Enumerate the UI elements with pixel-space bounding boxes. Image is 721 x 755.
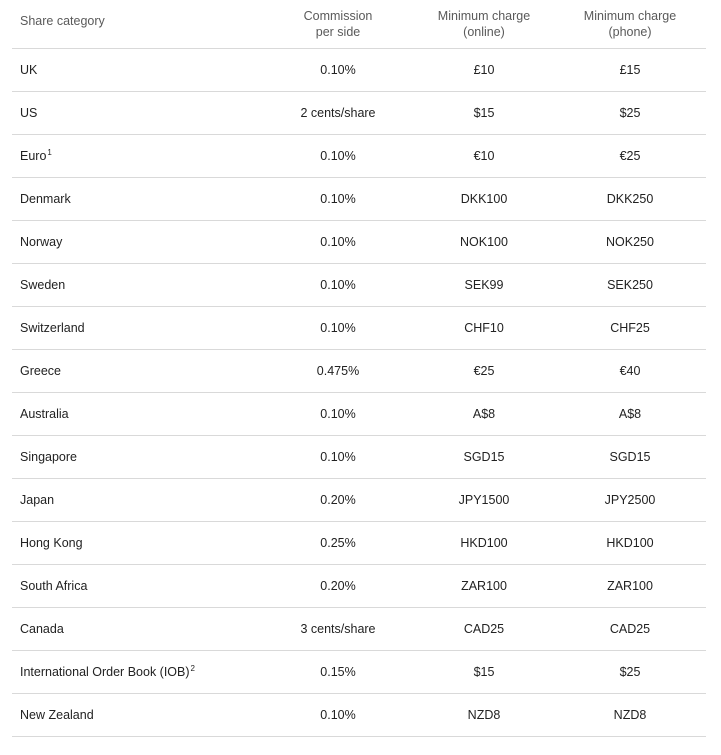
cell-share-category (12, 436, 262, 479)
commission-table-container (12, 0, 706, 737)
header-min-phone-line1: Minimum charge (583, 9, 677, 23)
table-row (12, 178, 706, 221)
table-row (12, 264, 706, 307)
share-category-label: Japan (20, 493, 55, 507)
cell-share-category (12, 49, 262, 92)
cell-min-online: SGD15 (414, 436, 554, 479)
share-category-label: Singapore (20, 450, 77, 464)
share-category-label: Euro (20, 149, 47, 163)
cell-share-category (12, 651, 262, 694)
cell-commission: 0.25% (262, 522, 414, 565)
cell-min-online: JPY1500 (414, 479, 554, 522)
footnote-marker: 1 (47, 147, 52, 157)
share-category-label: International Order Book (IOB) (20, 665, 190, 679)
table-row (12, 92, 706, 135)
cell-share-category (12, 608, 262, 651)
cell-commission: 3 cents/share (262, 608, 414, 651)
table-row (12, 651, 706, 694)
cell-min-phone: JPY2500 (554, 479, 706, 522)
cell-share-category (12, 92, 262, 135)
share-category-label: Sweden (20, 278, 66, 292)
cell-min-online: HKD100 (414, 522, 554, 565)
cell-min-online: €25 (414, 350, 554, 393)
cell-share-category (12, 393, 262, 436)
table-row (12, 436, 706, 479)
cell-min-phone: $25 (554, 651, 706, 694)
table-row (12, 479, 706, 522)
cell-share-category (12, 522, 262, 565)
share-category-label: UK (20, 63, 38, 77)
cell-min-phone: $25 (554, 92, 706, 135)
share-category-label: South Africa (20, 579, 88, 593)
table-row (12, 350, 706, 393)
cell-min-phone: CAD25 (554, 608, 706, 651)
cell-min-online: A$8 (414, 393, 554, 436)
table-row (12, 221, 706, 264)
cell-min-phone: €25 (554, 135, 706, 178)
header-commission (262, 0, 414, 49)
cell-min-phone: SGD15 (554, 436, 706, 479)
cell-min-phone: SEK250 (554, 264, 706, 307)
cell-commission: 0.10% (262, 393, 414, 436)
header-min-phone-line2: (phone) (608, 25, 652, 39)
footnote-marker: 2 (190, 663, 195, 673)
cell-min-online: SEK99 (414, 264, 554, 307)
cell-min-online: CAD25 (414, 608, 554, 651)
cell-min-phone: €40 (554, 350, 706, 393)
cell-commission: 0.15% (262, 651, 414, 694)
table-row (12, 307, 706, 350)
table-row (12, 694, 706, 737)
cell-min-online: CHF10 (414, 307, 554, 350)
header-min-online (414, 0, 554, 49)
cell-min-online: NZD8 (414, 694, 554, 737)
cell-min-phone: NOK250 (554, 221, 706, 264)
cell-min-online: DKK100 (414, 178, 554, 221)
cell-min-phone: NZD8 (554, 694, 706, 737)
share-category-label: Denmark (20, 192, 71, 206)
cell-commission: 0.10% (262, 307, 414, 350)
cell-commission: 0.20% (262, 479, 414, 522)
cell-share-category (12, 694, 262, 737)
commission-table (12, 0, 706, 737)
cell-min-online: $15 (414, 651, 554, 694)
cell-min-online: $15 (414, 92, 554, 135)
cell-min-phone: ZAR100 (554, 565, 706, 608)
cell-commission: 0.10% (262, 49, 414, 92)
cell-share-category (12, 479, 262, 522)
cell-share-category (12, 135, 262, 178)
cell-min-phone: £15 (554, 49, 706, 92)
cell-commission: 0.10% (262, 221, 414, 264)
table-row (12, 565, 706, 608)
cell-min-phone: DKK250 (554, 178, 706, 221)
cell-min-phone: A$8 (554, 393, 706, 436)
table-row (12, 49, 706, 92)
share-category-label: Australia (20, 407, 69, 421)
table-row (12, 522, 706, 565)
header-commission-line2: per side (315, 25, 361, 39)
cell-commission: 0.10% (262, 264, 414, 307)
cell-min-phone: CHF25 (554, 307, 706, 350)
cell-commission: 0.475% (262, 350, 414, 393)
share-category-label: Switzerland (20, 321, 85, 335)
cell-min-online: £10 (414, 49, 554, 92)
cell-min-online: NOK100 (414, 221, 554, 264)
cell-commission: 0.10% (262, 135, 414, 178)
header-min-online-line2: (online) (463, 25, 505, 39)
header-row (12, 0, 706, 49)
cell-min-online: €10 (414, 135, 554, 178)
header-min-phone (554, 0, 706, 49)
cell-commission: 2 cents/share (262, 92, 414, 135)
cell-commission: 0.10% (262, 694, 414, 737)
cell-share-category (12, 178, 262, 221)
table-row (12, 135, 706, 178)
share-category-label: Canada (20, 622, 64, 636)
header-share-category (12, 0, 262, 49)
share-category-label: US (20, 106, 38, 120)
cell-share-category (12, 307, 262, 350)
header-commission-line1: Commission (303, 9, 373, 23)
header-share-category-label: Share category (20, 14, 105, 28)
header-min-online-line1: Minimum charge (437, 9, 531, 23)
table-row (12, 608, 706, 651)
cell-commission: 0.10% (262, 436, 414, 479)
cell-share-category (12, 264, 262, 307)
cell-min-online: ZAR100 (414, 565, 554, 608)
share-category-label: Norway (20, 235, 63, 249)
table-header (12, 0, 706, 49)
share-category-label: Hong Kong (20, 536, 83, 550)
table-row (12, 393, 706, 436)
table-body (12, 49, 706, 737)
share-category-label: Greece (20, 364, 61, 378)
cell-commission: 0.20% (262, 565, 414, 608)
cell-share-category (12, 350, 262, 393)
cell-commission: 0.10% (262, 178, 414, 221)
cell-share-category (12, 221, 262, 264)
share-category-label: New Zealand (20, 708, 94, 722)
cell-min-phone: HKD100 (554, 522, 706, 565)
cell-share-category (12, 565, 262, 608)
